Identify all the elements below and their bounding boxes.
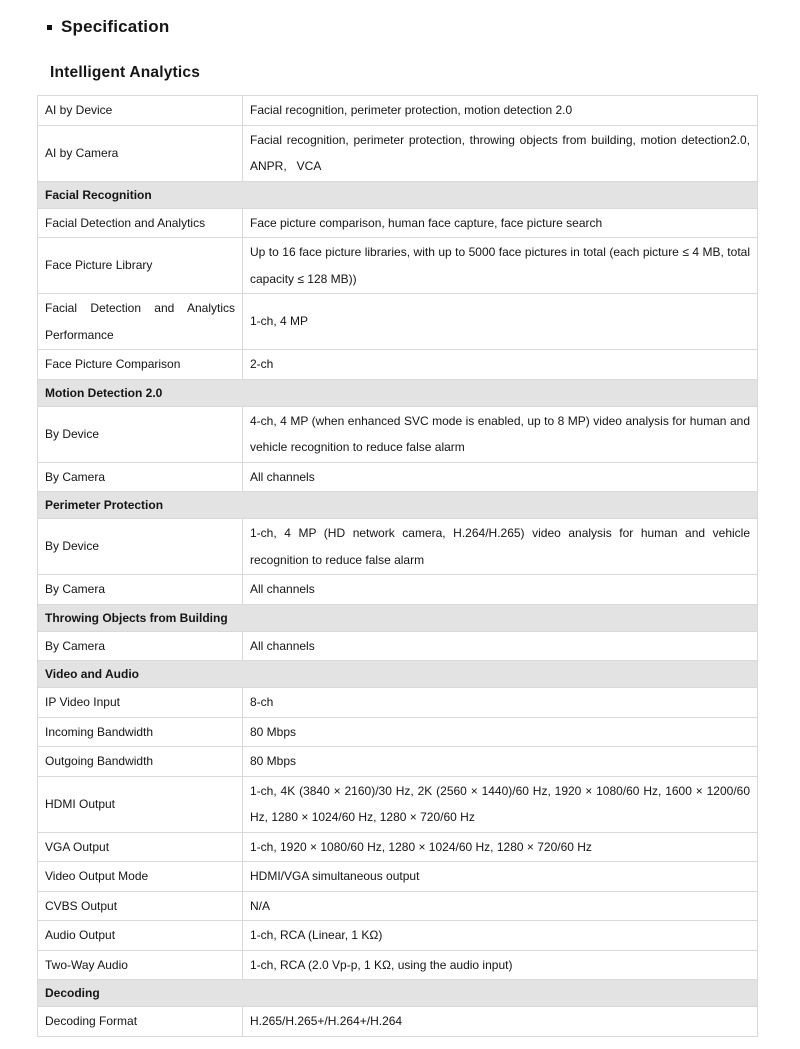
spec-label-cell — [38, 96, 243, 125]
spec-row — [38, 407, 757, 463]
spec-label: IP Video Input — [45, 695, 120, 709]
spec-value: All channels — [250, 469, 315, 484]
spec-value: 80 Mbps — [250, 754, 297, 768]
spec-value-cell — [243, 126, 757, 181]
spec-value: 1-ch, RCA (2.0 Vp-p, 1 KΩ, using the audio input) — [250, 957, 513, 972]
spec-row — [38, 833, 757, 863]
spec-label-cell — [38, 519, 243, 574]
bullet-square-icon — [47, 25, 52, 30]
spec-value-cell — [243, 407, 757, 462]
spec-label: Audio Output — [45, 928, 116, 942]
spec-table — [37, 95, 758, 1037]
section-header-row — [38, 492, 757, 519]
spec-label-cell — [38, 833, 243, 862]
spec-value: Facial recognition, perimeter protection, throwing objects from building, motion detection2.0, ANPR, VCA — [250, 132, 750, 173]
spec-value-cell — [243, 1007, 757, 1036]
spec-label: Facial Detection and Analytics — [45, 215, 206, 230]
spec-label-cell — [38, 350, 243, 379]
spec-label: By Camera — [45, 638, 106, 653]
spec-value: 1-ch, RCA (Linear, 1 KΩ) — [250, 928, 383, 942]
spec-row — [38, 862, 757, 892]
section-header-row — [38, 605, 757, 632]
spec-value: All channels — [250, 582, 315, 596]
spec-value-cell — [243, 294, 757, 349]
spec-label: Two-Way Audio — [45, 957, 128, 972]
spec-document-page — [0, 17, 800, 1049]
spec-value-cell — [243, 718, 757, 747]
spec-label: By Device — [45, 539, 100, 554]
spec-value-cell — [243, 632, 757, 661]
spec-value: HDMI/VGA simultaneous output — [250, 869, 420, 883]
spec-value: H.265/H.265+/H.264+/H.264 — [250, 1014, 403, 1028]
spec-label: VGA Output — [45, 839, 110, 854]
spec-label-cell — [38, 892, 243, 921]
spec-label-cell — [38, 921, 243, 950]
section-title: Motion Detection 2.0 — [45, 385, 163, 400]
spec-row — [38, 350, 757, 380]
section-title: Throwing Objects from Building — [45, 610, 228, 625]
spec-label: Facial Detection and Analytics Performance — [45, 301, 235, 342]
spec-label-cell — [38, 688, 243, 717]
spec-label: By Camera — [45, 582, 106, 596]
spec-value-cell — [243, 96, 757, 125]
spec-row — [38, 126, 757, 182]
spec-value: Face picture comparison, human face capture, face picture search — [250, 215, 603, 230]
spec-label-cell — [38, 747, 243, 776]
spec-value-cell — [243, 892, 757, 921]
spec-value: 1-ch, 4 MP (HD network camera, H.264/H.265) video analysis for human and vehicle recognition to reduce false alarm — [250, 526, 750, 567]
spec-value-cell — [243, 951, 757, 980]
spec-value: Facial recognition, perimeter protection, motion detection 2.0 — [250, 103, 573, 117]
spec-row — [38, 575, 757, 605]
spec-value: 2-ch — [250, 357, 274, 371]
spec-value: 8-ch — [250, 695, 274, 709]
spec-row — [38, 1007, 757, 1037]
spec-label: Incoming Bandwidth — [45, 724, 154, 739]
spec-row — [38, 632, 757, 662]
spec-value-cell — [243, 575, 757, 604]
spec-value: N/A — [250, 898, 271, 913]
spec-label-cell — [38, 209, 243, 238]
spec-value: 1-ch, 1920 × 1080/60 Hz, 1280 × 1024/60 Hz, 1280 × 720/60 Hz — [250, 839, 592, 854]
spec-row — [38, 463, 757, 493]
spec-label-cell — [38, 294, 243, 349]
spec-label-cell — [38, 777, 243, 832]
spec-label: Face Picture Comparison — [45, 357, 181, 371]
spec-value-cell — [243, 519, 757, 574]
spec-label-cell — [38, 862, 243, 891]
spec-row — [38, 294, 757, 350]
spec-label: Video Output Mode — [45, 869, 149, 883]
spec-label: AI by Device — [45, 103, 113, 117]
spec-value: 1-ch, 4K (3840 × 2160)/30 Hz, 2K (2560 × 1440)/60 Hz, 1920 × 1080/60 Hz, 1600 × 1200/60 Hz, 1280 × 1024/60 Hz, 1280 × 720/60 Hz — [250, 783, 750, 824]
spec-row — [38, 519, 757, 575]
spec-value-cell — [243, 350, 757, 379]
page-title: Specification — [61, 17, 170, 36]
spec-label: Face Picture Library — [45, 258, 153, 273]
spec-row — [38, 96, 757, 126]
spec-label-cell — [38, 1007, 243, 1036]
spec-row — [38, 777, 757, 833]
spec-value-cell — [243, 777, 757, 832]
section-title: Video and Audio — [45, 667, 140, 681]
spec-value-cell — [243, 688, 757, 717]
spec-value: 1-ch, 4 MP — [250, 314, 309, 329]
table-subtitle: Intelligent Analytics — [50, 64, 201, 81]
spec-row — [38, 892, 757, 922]
spec-label-cell — [38, 575, 243, 604]
spec-label-cell — [38, 407, 243, 462]
spec-label: Outgoing Bandwidth — [45, 754, 154, 768]
spec-label: HDMI Output — [45, 796, 116, 811]
spec-label: Decoding Format — [45, 1014, 138, 1028]
spec-value: 4-ch, 4 MP (when enhanced SVC mode is enabled, up to 8 MP) video analysis for human and vehicle recognition to reduce false alarm — [250, 413, 750, 454]
spec-value-cell — [243, 238, 757, 293]
section-header-row — [38, 380, 757, 407]
section-header-row — [38, 661, 757, 688]
section-title: Facial Recognition — [45, 187, 152, 202]
spec-row — [38, 209, 757, 239]
spec-label: By Camera — [45, 469, 106, 484]
section-header-row — [38, 980, 757, 1007]
spec-label-cell — [38, 632, 243, 661]
spec-row — [38, 238, 757, 294]
spec-value-cell — [243, 833, 757, 862]
spec-row — [38, 688, 757, 718]
spec-label-cell — [38, 126, 243, 181]
spec-value-cell — [243, 862, 757, 891]
spec-value: Up to 16 face picture libraries, with up to 5000 face pictures in total (each picture ≤ 4 MB, total capacity ≤ 128 MB)) — [250, 245, 750, 286]
spec-value-cell — [243, 463, 757, 492]
spec-row — [38, 718, 757, 748]
spec-row — [38, 747, 757, 777]
spec-label-cell — [38, 951, 243, 980]
spec-row — [38, 921, 757, 951]
spec-label-cell — [38, 238, 243, 293]
spec-value-cell — [243, 921, 757, 950]
spec-label: AI by Camera — [45, 145, 119, 160]
spec-value: 80 Mbps — [250, 724, 297, 739]
section-header-row — [38, 182, 757, 209]
spec-value-cell — [243, 209, 757, 238]
spec-label-cell — [38, 463, 243, 492]
spec-row — [38, 951, 757, 981]
spec-label: CVBS Output — [45, 898, 118, 913]
spec-value-cell — [243, 747, 757, 776]
spec-value: All channels — [250, 638, 315, 653]
spec-label: By Device — [45, 426, 100, 441]
spec-label-cell — [38, 718, 243, 747]
page-title-row — [47, 17, 800, 37]
section-title: Decoding — [45, 986, 100, 1000]
section-title: Perimeter Protection — [45, 498, 164, 512]
